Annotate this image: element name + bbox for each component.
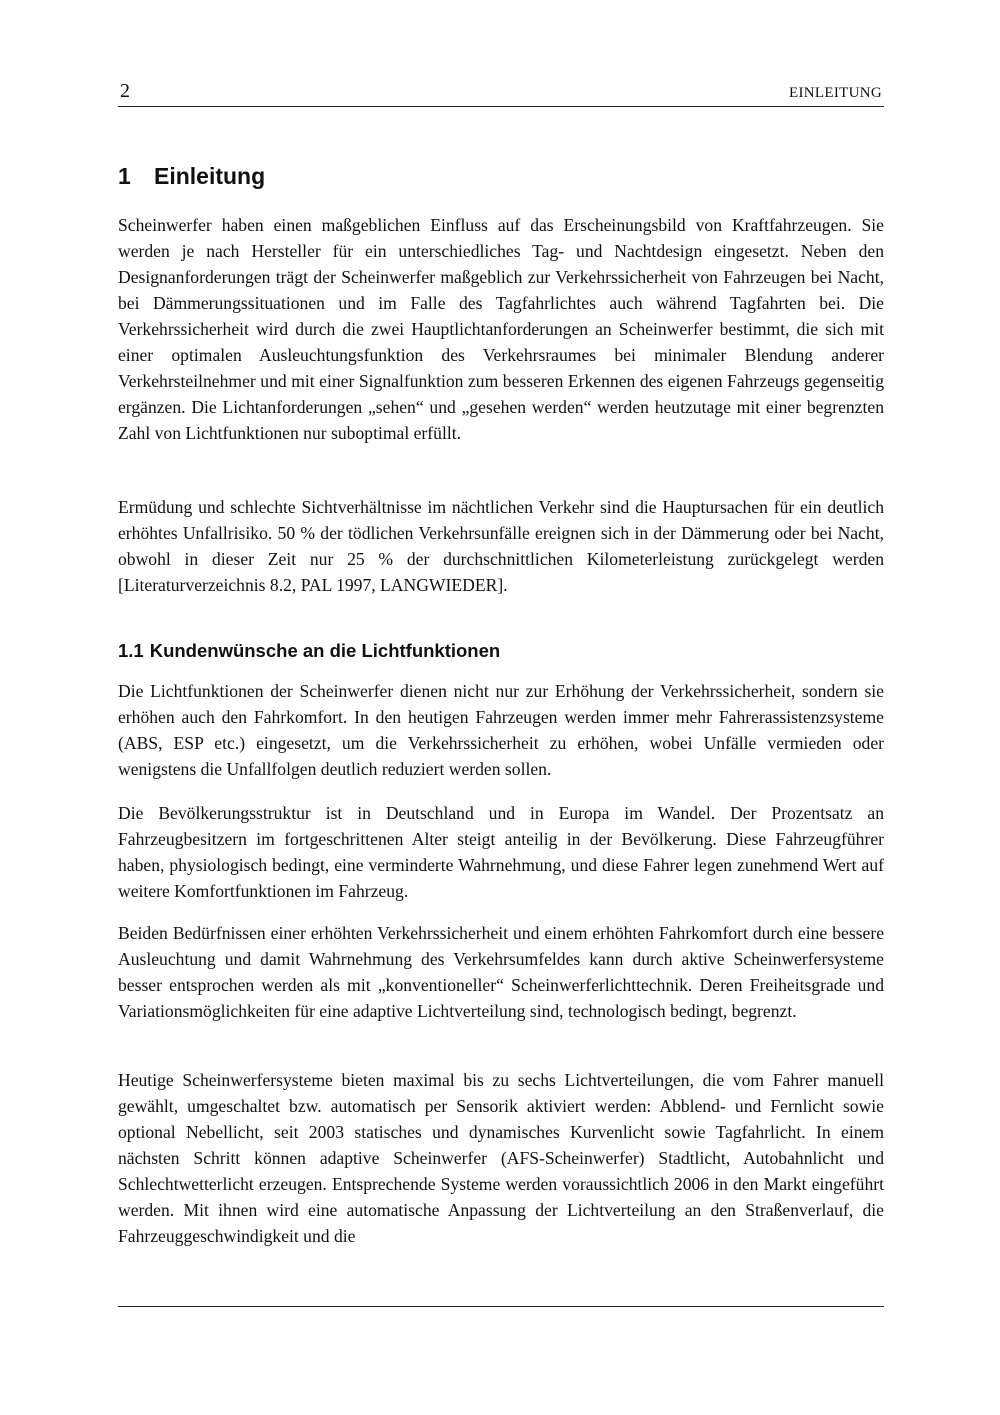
section-title: Kundenwünsche an die Lichtfunktionen [149,640,501,661]
section-heading [118,637,500,665]
paragraph-section-2: Die Bevölkerungsstruktur ist in Deutschland und in Europa im Wandel. Der Prozentsatz an Fahrzeugbesitzern im fortgeschrittenen Alter steigt anteilig in der Bevölkerung. Diese Fahrzeugführer haben, physiologisch bedingt, eine verminderte Wahrnehmung, und diese Fahrer legen zunehmend Wert auf weitere Komfortfunktionen im Fahrzeug. [118,803,884,901]
paragraph-intro-1: Scheinwerfer haben einen maßgeblichen Einfluss auf das Erscheinungsbild von Kraftfahrzeugen. Sie werden je nach Hersteller für ein unterschiedliches Tag- und Nachtdesign eingesetzt. Neben den Designanforderungen trägt der Scheinwerfer maßgeblich zur Verkehrssicherheit von Fahrzeugen bei Nacht, bei Dämmerungssituationen und im Falle des Tagfahrlichtes auch während Tagfahrten bei. Die Verkehrssicherheit wird durch die zwei Hauptlichtanforderungen an Scheinwerfer bestimmt, die sich mit einer optimalen Ausleuchtungsfunktion des Verkehrsraumes bei minimaler Blendung anderer Verkehrsteilnehmer und mit einer Signalfunktion zum besseren Erkennen des eigenen Fahrzeugs gegenseitig ergänzen. Die Lichtanforderungen „sehen“ und „gesehen werden“ werden heutzutage mit einer begrenzten Zahl von Lichtfunktionen nur suboptimal erfüllt. [118,215,884,443]
chapter-title: Einleitung [154,163,266,189]
document-page [118,0,884,1415]
running-header [118,78,884,107]
page-number: 2 [120,80,130,102]
paragraph-section-1: Die Lichtfunktionen der Scheinwerfer dienen nicht nur zur Erhöhung der Verkehrssicherheit, sondern sie erhöhen auch den Fahrkomfort. In den heutigen Fahrzeugen werden immer mehr Fahrerassistenzsysteme (ABS, ESP etc.) eingesetzt, um die Verkehrssicherheit zu erhöhen, wobei Unfälle vermieden oder wenigstens die Unfallfolgen deutlich reduziert werden sollen. [118,681,884,779]
running-title: EINLEITUNG [789,85,882,101]
paragraph-section-4: Heutige Scheinwerfersysteme bieten maximal bis zu sechs Lichtverteilungen, die vom Fahrer manuell gewählt, umgeschaltet bzw. automatisch per Sensorik aktiviert werden: Abblend- und Fernlicht sowie optional Nebellicht, seit 2003 statisches und dynamisches Kurvenlicht sowie Tagfahrlicht. In einem nächsten Schritt können adaptive Scheinwerfer (AFS-Scheinwerfer) Stadtlicht, Autobahnlicht und Schlechtwetterlicht erzeugen. Entsprechende Systeme werden voraussichtlich 2006 in den Markt eingeführt werden. Mit ihnen wird eine automatische Anpassung der Lichtverteilung an den Straßenverlauf, die Fahrzeuggeschwindigkeit und die [118,1070,884,1246]
chapter-heading [118,160,265,192]
paragraph-intro-2: Ermüdung und schlechte Sichtverhältnisse im nächtlichen Verkehr sind die Hauptursachen für ein deutlich erhöhtes Unfallrisiko. 50 % der tödlichen Verkehrsunfälle ereignen sich in der Dämmerung oder bei Nacht, obwohl in dieser Zeit nur 25 % der durchschnittlichen Kilometerleistung zurückgelegt werden [Literaturverzeichnis 8.2, PAL 1997, LANGWIEDER]. [118,497,884,595]
chapter-number: 1 [118,163,131,189]
section-number: 1.1 [118,640,144,661]
footer-rule [118,1306,884,1307]
paragraph-section-3: Beiden Bedürfnissen einer erhöhten Verkehrssicherheit und einem erhöhten Fahrkomfort durch eine bessere Ausleuchtung und damit Wahrnehmung des Verkehrsumfeldes kann durch aktive Scheinwerfersysteme besser entsprochen werden als mit „konventioneller“ Scheinwerferlichttechnik. Deren Freiheitsgrade und Variationsmöglichkeiten für eine adaptive Lichtverteilung sind, technologisch bedingt, begrenzt. [118,923,884,1021]
